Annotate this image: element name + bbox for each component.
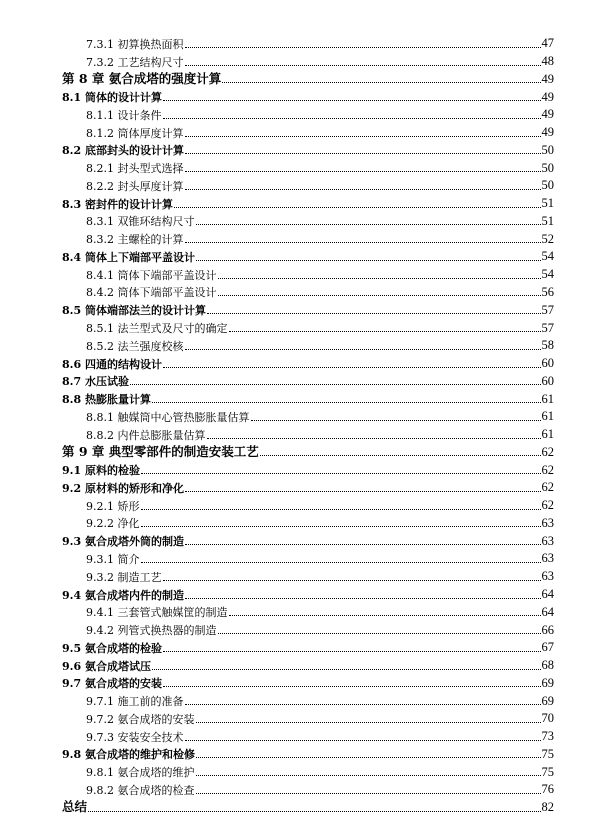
toc-entry-page-number: 48 xyxy=(541,54,554,69)
toc-entry-page-number: 62 xyxy=(541,462,554,477)
toc-dot-leader xyxy=(152,669,541,670)
toc-entry-page-number: 61 xyxy=(541,391,554,406)
toc-entry[interactable] xyxy=(62,228,554,246)
toc-dot-leader xyxy=(185,47,541,48)
toc-entry-page-number: 75 xyxy=(541,746,554,761)
toc-entry[interactable] xyxy=(62,211,554,229)
toc-entry-page-number: 62 xyxy=(541,480,554,495)
toc-dot-leader xyxy=(141,473,541,474)
toc-entry-title: 总结 xyxy=(62,799,88,815)
toc-entry[interactable] xyxy=(62,602,554,620)
toc-entry[interactable] xyxy=(62,157,554,175)
toc-entry-page-number: 63 xyxy=(541,515,554,530)
toc-entry-title: 8.2 底部封头的设计计算 xyxy=(62,144,184,158)
toc-entry[interactable] xyxy=(62,317,554,335)
toc-entry-page-number: 66 xyxy=(541,622,554,637)
toc-entry-page-number: 60 xyxy=(541,356,554,371)
toc-entry-title: 8.2.1 封头型式选择 xyxy=(86,162,184,176)
toc-entry-title: 9.7 氨合成塔的安装 xyxy=(62,677,162,691)
toc-entry-title: 8.8 热膨胀量计算 xyxy=(62,393,151,407)
toc-dot-leader xyxy=(185,189,541,190)
toc-dot-leader xyxy=(218,278,541,279)
toc-dot-leader xyxy=(163,580,541,581)
toc-entry[interactable] xyxy=(62,673,554,691)
toc-entry-title: 8.8.1 触媒筒中心管热膨胀量估算 xyxy=(86,410,250,424)
toc-entry-page-number: 50 xyxy=(541,142,554,157)
toc-entry[interactable] xyxy=(62,690,554,708)
toc-entry-title: 9.3.1 简介 xyxy=(86,552,140,566)
toc-entry[interactable] xyxy=(62,406,554,424)
toc-dot-leader xyxy=(141,562,541,563)
toc-entry-title: 9.3 氨合成塔外筒的制造 xyxy=(62,535,184,549)
toc-dot-leader xyxy=(196,757,541,758)
toc-entry[interactable] xyxy=(62,655,554,673)
toc-entry-title: 第 9 章 典型零部件的制造安装工艺 xyxy=(62,443,259,459)
toc-entry-page-number: 54 xyxy=(541,249,554,264)
toc-entry-title: 9.2.1 矫形 xyxy=(86,499,140,513)
toc-entry-title: 8.6 四通的结构设计 xyxy=(62,357,162,371)
toc-entry-title: 9.2 原材料的矫形和净化 xyxy=(62,481,184,495)
toc-entry[interactable] xyxy=(62,51,554,69)
toc-entry-title: 8.4 筒体上下端部平盖设计 xyxy=(62,250,195,264)
toc-entry-title: 9.4 氨合成塔内件的制造 xyxy=(62,588,184,602)
toc-dot-leader xyxy=(163,367,541,368)
toc-entry[interactable] xyxy=(62,122,554,140)
toc-entry[interactable] xyxy=(62,726,554,744)
toc-entry-title: 9.7.3 安装安全技术 xyxy=(86,730,184,744)
toc-entry[interactable] xyxy=(62,299,554,317)
toc-entry[interactable] xyxy=(62,548,554,566)
toc-entry-title: 9.8.2 氨合成塔的检查 xyxy=(86,783,195,797)
toc-entry-page-number: 67 xyxy=(541,640,554,655)
toc-entry-title: 7.3.2 工艺结构尺寸 xyxy=(86,55,184,69)
toc-entry-title: 8.2.2 封头厚度计算 xyxy=(86,179,184,193)
toc-entry-page-number: 63 xyxy=(541,551,554,566)
toc-entry[interactable] xyxy=(62,104,554,122)
toc-dot-leader xyxy=(229,615,541,616)
toc-entry[interactable] xyxy=(62,744,554,762)
toc-entry[interactable] xyxy=(62,584,554,602)
toc-entry[interactable] xyxy=(62,477,554,495)
toc-dot-leader xyxy=(196,722,541,723)
toc-dot-leader xyxy=(196,224,541,225)
toc-entry[interactable] xyxy=(62,530,554,548)
toc-entry-page-number: 49 xyxy=(541,71,554,86)
toc-dot-leader xyxy=(185,65,541,66)
toc-dot-leader xyxy=(185,171,541,172)
toc-entry-page-number: 62 xyxy=(541,444,554,459)
toc-dot-leader xyxy=(196,775,541,776)
table-of-contents xyxy=(62,33,554,815)
toc-entry[interactable] xyxy=(62,371,554,389)
toc-entry-title: 8.3.1 双锥环结构尺寸 xyxy=(86,215,195,229)
toc-entry[interactable] xyxy=(62,175,554,193)
toc-entry-page-number: 51 xyxy=(541,213,554,228)
toc-dot-leader xyxy=(185,153,541,154)
toc-entry[interactable] xyxy=(62,566,554,584)
toc-entry[interactable] xyxy=(62,335,554,353)
toc-dot-leader xyxy=(218,633,541,634)
toc-entry-title: 8.5.2 法兰强度校核 xyxy=(86,339,184,353)
toc-entry[interactable] xyxy=(62,708,554,726)
toc-entry[interactable] xyxy=(62,140,554,158)
toc-dot-leader xyxy=(222,82,540,83)
toc-entry-title: 9.3.2 制造工艺 xyxy=(86,570,162,584)
toc-entry-title: 7.3.1 初算换热面积 xyxy=(86,37,184,51)
toc-entry-page-number: 70 xyxy=(541,711,554,726)
toc-entry-title: 9.6 氨合成塔试压 xyxy=(62,659,151,673)
toc-entry[interactable] xyxy=(62,513,554,531)
toc-entry-title: 8.3 密封件的设计计算 xyxy=(62,197,173,211)
toc-entry-page-number: 50 xyxy=(541,160,554,175)
toc-dot-leader xyxy=(218,295,541,296)
toc-entry[interactable] xyxy=(62,761,554,779)
toc-entry-page-number: 76 xyxy=(541,782,554,797)
toc-entry-page-number: 49 xyxy=(541,125,554,140)
toc-entry-page-number: 52 xyxy=(541,231,554,246)
toc-entry[interactable] xyxy=(62,264,554,282)
toc-entry-page-number: 61 xyxy=(541,409,554,424)
toc-entry-title: 9.4.1 三套管式触媒筐的制造 xyxy=(86,606,228,620)
toc-entry-title: 8.1.1 设计条件 xyxy=(86,108,162,122)
toc-entry[interactable] xyxy=(62,495,554,513)
toc-entry-page-number: 73 xyxy=(541,729,554,744)
toc-entry[interactable] xyxy=(62,353,554,371)
toc-entry-page-number: 58 xyxy=(541,338,554,353)
toc-entry-page-number: 57 xyxy=(541,302,554,317)
toc-dot-leader xyxy=(229,331,541,332)
toc-dot-leader xyxy=(185,349,541,350)
toc-dot-leader xyxy=(141,526,541,527)
toc-entry-title: 8.3.2 主螺栓的计算 xyxy=(86,233,184,247)
toc-entry-page-number: 56 xyxy=(541,284,554,299)
toc-entry[interactable] xyxy=(62,33,554,51)
toc-entry-title: 9.8.1 氨合成塔的维护 xyxy=(86,766,195,780)
toc-dot-leader xyxy=(185,704,541,705)
toc-entry-page-number: 50 xyxy=(541,178,554,193)
toc-entry[interactable] xyxy=(62,282,554,300)
toc-entry-page-number: 63 xyxy=(541,533,554,548)
toc-entry[interactable] xyxy=(62,86,554,104)
toc-dot-leader xyxy=(130,384,541,385)
toc-dot-leader xyxy=(185,544,541,545)
toc-entry-page-number: 64 xyxy=(541,587,554,601)
toc-entry-title: 9.8 氨合成塔的维护和检修 xyxy=(62,748,195,762)
toc-dot-leader xyxy=(185,598,541,599)
toc-entry-page-number: 49 xyxy=(541,89,554,104)
toc-dot-leader xyxy=(196,793,541,794)
toc-dot-leader xyxy=(163,118,541,119)
toc-entry-page-number: 69 xyxy=(541,675,554,690)
toc-entry[interactable] xyxy=(62,424,554,442)
toc-entry[interactable] xyxy=(62,779,554,797)
toc-entry-page-number: 60 xyxy=(541,373,554,388)
toc-entry-title: 9.1 原料的检验 xyxy=(62,464,140,478)
toc-dot-leader xyxy=(163,651,541,652)
toc-entry-title: 8.4.1 筒体下端部平盖设计 xyxy=(86,268,217,282)
toc-dot-leader xyxy=(251,420,541,421)
toc-entry-title: 8.5 筒体端部法兰的设计计算 xyxy=(62,304,206,318)
toc-entry[interactable] xyxy=(62,459,554,477)
toc-dot-leader xyxy=(185,136,541,137)
toc-dot-leader xyxy=(207,438,541,439)
toc-entry[interactable] xyxy=(62,797,554,815)
toc-entry-title: 8.1 筒体的设计计算 xyxy=(62,91,162,105)
toc-entry-page-number: 61 xyxy=(541,427,554,442)
toc-entry-title: 8.7 水压试验 xyxy=(62,375,129,389)
toc-entry-page-number: 63 xyxy=(541,569,554,584)
toc-entry[interactable] xyxy=(62,637,554,655)
toc-entry-page-number: 49 xyxy=(541,107,554,122)
toc-entry-page-number: 69 xyxy=(541,693,554,708)
toc-entry[interactable] xyxy=(62,388,554,406)
toc-dot-leader xyxy=(141,509,541,510)
toc-dot-leader xyxy=(260,455,541,456)
toc-dot-leader xyxy=(88,811,540,812)
toc-dot-leader xyxy=(185,242,541,243)
toc-entry-page-number: 64 xyxy=(541,604,554,619)
toc-entry-title: 8.5.1 法兰型式及尺寸的确定 xyxy=(86,322,228,336)
toc-entry-title: 9.2.2 净化 xyxy=(86,517,140,531)
toc-entry[interactable] xyxy=(62,193,554,211)
toc-dot-leader xyxy=(207,313,541,314)
toc-entry-title: 8.8.2 内件总膨胀量估算 xyxy=(86,428,206,442)
toc-dot-leader xyxy=(196,260,541,261)
toc-dot-leader xyxy=(185,740,541,741)
toc-dot-leader xyxy=(174,207,541,208)
toc-entry[interactable] xyxy=(62,619,554,637)
toc-entry-page-number: 47 xyxy=(541,36,554,51)
toc-entry-title: 8.1.2 筒体厚度计算 xyxy=(86,126,184,140)
toc-entry-page-number: 54 xyxy=(541,267,554,282)
toc-entry-title: 9.5 氨合成塔的检验 xyxy=(62,641,162,655)
toc-entry-page-number: 75 xyxy=(541,764,554,779)
toc-entry-title: 第 8 章 氨合成塔的强度计算 xyxy=(62,70,222,86)
toc-dot-leader xyxy=(185,491,541,492)
toc-entry[interactable] xyxy=(62,69,554,87)
toc-entry-page-number: 51 xyxy=(541,196,554,211)
toc-entry-page-number: 82 xyxy=(541,800,554,815)
toc-dot-leader xyxy=(163,686,541,687)
toc-entry-title: 8.4.2 筒体下端部平盖设计 xyxy=(86,286,217,300)
toc-entry-page-number: 57 xyxy=(541,320,554,335)
toc-entry[interactable] xyxy=(62,246,554,264)
toc-dot-leader xyxy=(152,402,541,403)
toc-entry-page-number: 68 xyxy=(541,658,554,673)
toc-dot-leader xyxy=(163,100,541,101)
toc-entry-page-number: 62 xyxy=(541,498,554,513)
toc-entry[interactable] xyxy=(62,442,554,460)
toc-entry-title: 9.7.2 氨合成塔的安装 xyxy=(86,712,195,726)
toc-entry-title: 9.7.1 施工前的准备 xyxy=(86,695,184,709)
toc-entry-title: 9.4.2 列管式换热器的制造 xyxy=(86,624,217,638)
